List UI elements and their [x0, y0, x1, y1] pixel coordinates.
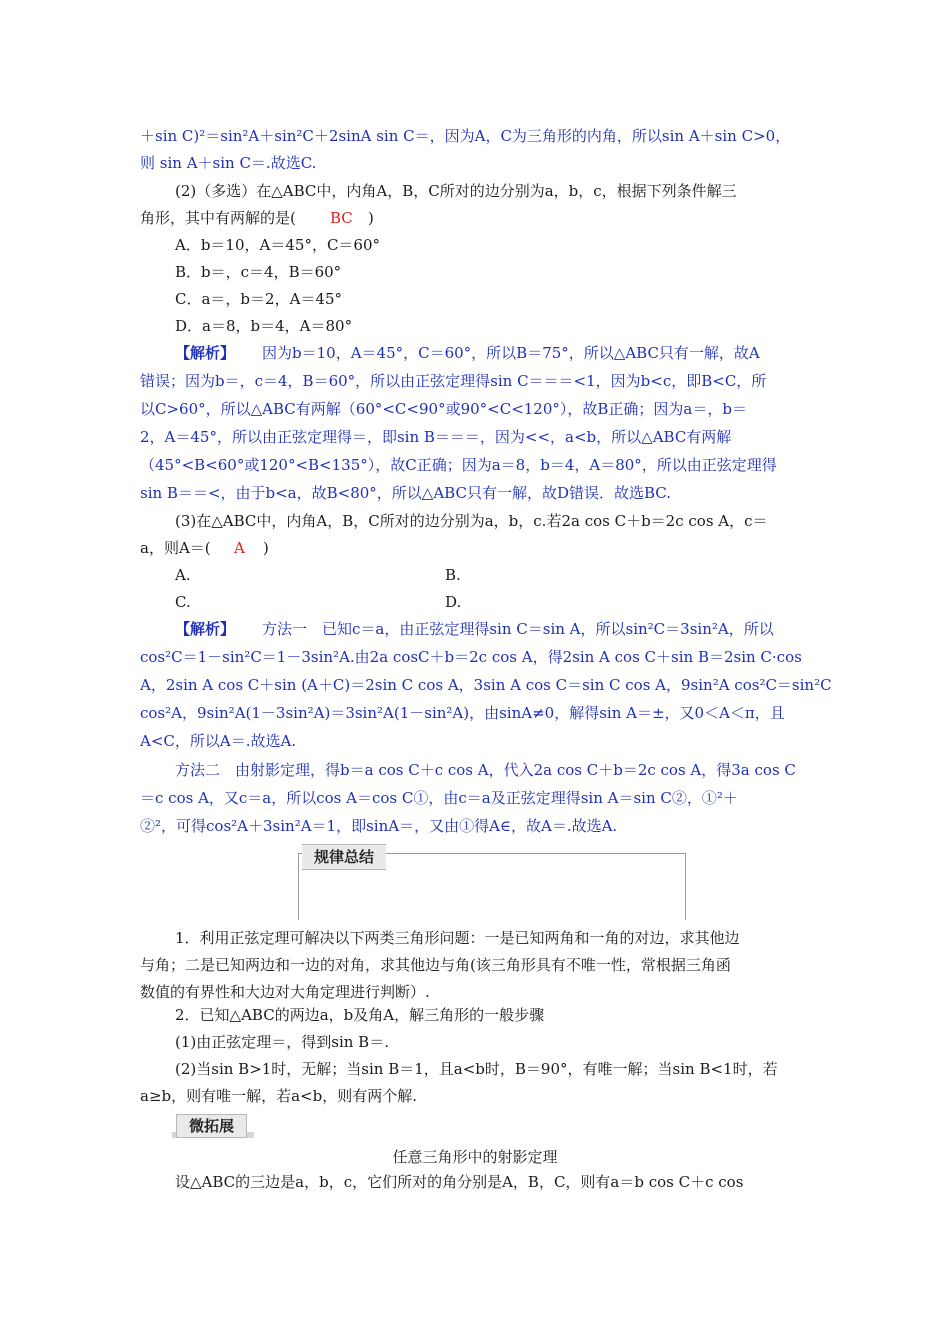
text-line: cos²C＝1－sin²C＝1－3sin²A.由2a cosC＋b＝2c cos A，得2sin A cos C＋sin B＝2sin C·cos — [140, 648, 802, 666]
section-header-summary: 规律总结 — [302, 844, 386, 870]
text-line: a，则A＝( — [140, 539, 211, 557]
text-line: 1．利用正弦定理可解决以下两类三角形问题：一是已知两角和一角的对边，求其他边 — [175, 929, 740, 947]
text-line: A. — [175, 566, 191, 584]
text-line: ＝c cos A，又c＝a，所以cos A＝cos C①，由c＝a及正弦定理得sin A＝sin C②，①²＋ — [140, 789, 738, 807]
text-line: sin B＝＝<，由于b<a，故B<80°，所以△ABC只有一解，故D错误．故选BC. — [140, 484, 671, 502]
extension-title: 任意三角形中的射影定理 — [392, 1148, 558, 1166]
text-line: （45°<B<60°或120°<B<135°），故C正确；因为a＝8，b＝4，A＝80°，所以由正弦定理得 — [140, 456, 777, 474]
text-line: 则 sin A＋sin C＝.故选C. — [140, 154, 317, 172]
text-line: A<C，所以A＝.故选A. — [140, 732, 297, 750]
text-line: B．b＝，c＝4，B＝60° — [175, 263, 342, 281]
section-header-extension: 微拓展 — [176, 1114, 247, 1138]
text-line: cos²A，9sin²A(1－3sin²A)＝3sin²A(1－sin²A)，由sinA≠0，解得sin A＝±，又0＜A＜π，且 — [140, 704, 785, 722]
text-line: D．a＝8，b＝4，A＝80° — [175, 317, 353, 335]
text-line: (2)（多选）在△ABC中，内角A，B，C所对的边分别为a，b，c，根据下列条件解三 — [175, 182, 737, 200]
text-line: D. — [445, 593, 462, 611]
text-line: 方法一 已知c＝a，由正弦定理得sin C＝sin A，所以sin²C＝3sin²A，所以 — [262, 620, 774, 638]
text-line: ＋sin C)²＝sin²A＋sin²C＋2sinA sin C＝，因为A，C为三角形的内角，所以sin A＋sin C>0， — [140, 127, 791, 145]
text-line: 2，A＝45°，所以由正弦定理得＝，即sin B＝＝＝，因为<<，a<b，所以△ABC有两解 — [140, 428, 732, 446]
text-line: C．a＝，b＝2，A＝45° — [175, 290, 342, 308]
text-line: 数值的有界性和大边对大角定理进行判断）. — [140, 983, 430, 1001]
text-line: ) — [368, 209, 374, 227]
text-line: A — [234, 539, 245, 557]
text-line: C. — [175, 593, 191, 611]
text-line: ) — [263, 539, 269, 557]
text-line: 错误；因为b＝，c＝4，B＝60°，所以由正弦定理得sin C＝＝＝<1，因为b<c，即B<C，所 — [140, 372, 767, 390]
text-line: (2)当sin B>1时，无解；当sin B＝1，且a<b时，B＝90°，有唯一解；当sin B<1时，若 — [175, 1060, 778, 1078]
text-line: 角形，其中有两解的是( — [140, 209, 296, 227]
analysis-tag: 【解析】 — [175, 344, 236, 362]
analysis-tag: 【解析】 — [175, 620, 236, 638]
text-line: 与角；二是已知两边和一边的对角，求其他边与角(该三角形具有不唯一性，常根据三角函 — [140, 956, 731, 974]
text-line: BC — [330, 209, 353, 227]
text-line: (1)由正弦定理＝，得到sin B＝. — [175, 1033, 389, 1051]
text-line: 因为b＝10，A＝45°，C＝60°，所以B＝75°，所以△ABC只有一解，故A — [262, 344, 760, 362]
text-line: 设△ABC的三边是a，b，c，它们所对的角分别是A，B，C，则有a＝b cos C＋c cos — [175, 1173, 744, 1191]
text-line: 方法二 由射影定理，得b＝a cos C＋c cos A，代入2a cos C＋b＝2c cos A，得3a cos C — [175, 761, 796, 779]
text-line: a≥b，则有唯一解，若a<b，则有两个解. — [140, 1087, 417, 1105]
text-line: 2．已知△ABC的两边a，b及角A，解三角形的一般步骤 — [175, 1006, 545, 1024]
text-line: A．b＝10，A＝45°，C＝60° — [175, 236, 381, 254]
text-line: 以C>60°，所以△ABC有两解（60°<C<90°或90°<C<120°），故B正确；因为a＝，b＝ — [140, 400, 747, 418]
text-line: A，2sin A cos C＋sin (A＋C)＝2sin C cos A，3sin A cos C＝sin C cos A，9sin²A cos²C＝sin²C — [140, 676, 832, 694]
text-line: ②²，可得cos²A＋3sin²A＝1，即sinA＝，又由①得A∈，故A＝.故选A. — [140, 817, 618, 835]
text-line: (3)在△ABC中，内角A，B，C所对的边分别为a，b，c.若2a cos C＋b＝2c cos A，c＝ — [175, 512, 768, 530]
text-line: B. — [445, 566, 461, 584]
